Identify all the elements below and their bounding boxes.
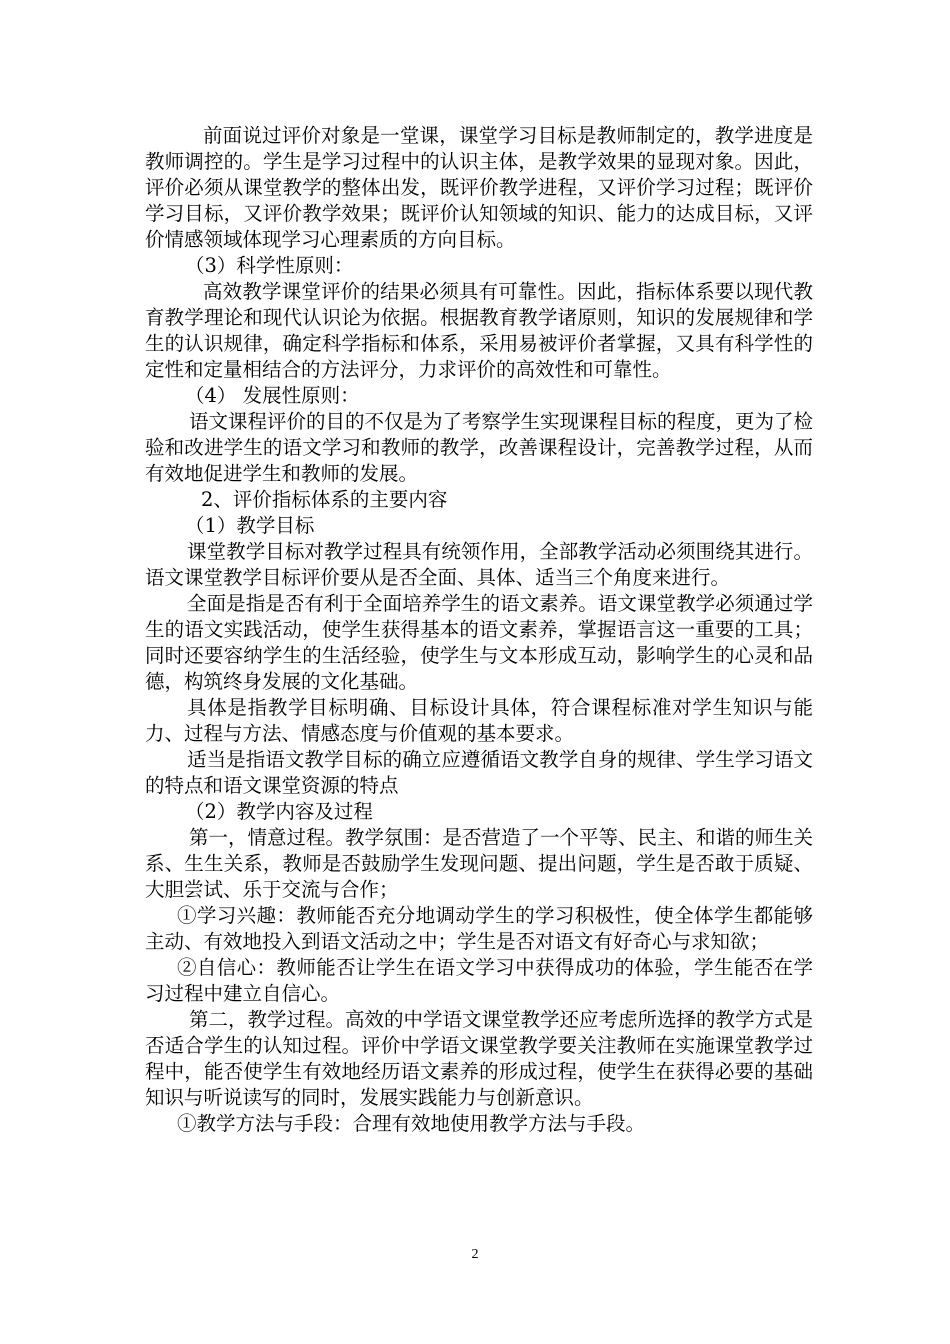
paragraph: 前面说过评价对象是一堂课，课堂学习目标是教师制定的，教学进度是教师调控的。学生是学习过程中的认识主体，是教学效果的显现对象。因此，评价必须从课堂教学的整体出发，既评价教学进程，又评价学习过程；既评价学习目标，又评价教学效果；既评价认知领域的知识、能力的达成目标，又评价情感领域体现学习心理素质的方向目标。 (145, 124, 813, 251)
paragraph: 适当是指语文教学目标的确立应遵循语文教学自身的规律、学生学习语文的特点和语文课堂资源的特点 (145, 748, 813, 797)
paragraph: ①学习兴趣：教师能否充分地调动学生的学习积极性，使全体学生都能够主动、有效地投入到语文活动之中；学生是否对语文有好奇心与求知欲； (145, 904, 813, 953)
paragraph: （4） 发展性原则： (185, 384, 360, 407)
paragraph: 第一，情意过程。教学氛围：是否营造了一个平等、民主、和谐的师生关系、生生关系，教师是否鼓励学生发现问题、提出问题，学生是否敢于质疑、大胆尝试、乐于交流与合作； (145, 826, 814, 901)
paragraph: 全面是指是否有利于全面培养学生的语文素养。语文课堂教学必须通过学生的语文实践活动，使学生获得基本的语文素养，掌握语言这一重要的工具；同时还要容纳学生的生活经验，使学生与文本形成互动，影响学生的心灵和品德，构筑终身发展的文化基础。 (145, 592, 813, 693)
paragraph: 高效教学课堂评价的结果必须具有可靠性。因此，指标体系要以现代教育教学理论和现代认识论为依据。根据教育教学诸原则，知识的发展规律和学生的认识规律，确定科学指标和体系，采用易被评价者掌握，又具有科学性的定性和定量相结合的方法评分，力求评价的高效性和可靠性。 (145, 280, 813, 381)
paragraph: ①教学方法与手段：合理有效地使用教学方法与手段。 (177, 1112, 646, 1135)
paragraph: 具体是指教学目标明确、目标设计具体，符合课程标准对学生知识与能力、过程与方法、情感态度与价值观的基本要求。 (145, 696, 813, 745)
document-body (145, 123, 813, 1137)
paragraph: ②自信心：教师能否让学生在语文学习中获得成功的体验，学生能否在学习过程中建立自信心。 (145, 956, 813, 1005)
paragraph: 语文课程评价的目的不仅是为了考察学生实现课程目标的程度，更为了检验和改进学生的语文学习和教师的教学，改善课程设计，完善教学过程，从而有效地促进学生和教师的发展。 (145, 410, 814, 485)
paragraph: 第二，教学过程。高效的中学语文课堂教学还应考虑所选择的教学方式是否适合学生的认知过程。评价中学语文课堂教学要关注教师在实施课堂教学过程中，能否使学生有效地经历语文素养的形成过程，使学生在获得必要的基础知识与听说读写的同时，发展实践能力与创新意识。 (145, 1008, 814, 1109)
paragraph: 课堂教学目标对教学过程具有统领作用，全部教学活动必须围绕其进行。语文课堂教学目标评价要从是否全面、具体、适当三个角度来进行。 (145, 540, 813, 589)
page-number: 2 (471, 1247, 479, 1262)
paragraph: （3）科学性原则： (185, 254, 354, 277)
paragraph: （2）教学内容及过程 (185, 800, 373, 823)
paragraph: 2、评价指标体系的主要内容 (201, 488, 448, 511)
paragraph: （1）教学目标 (185, 514, 315, 537)
